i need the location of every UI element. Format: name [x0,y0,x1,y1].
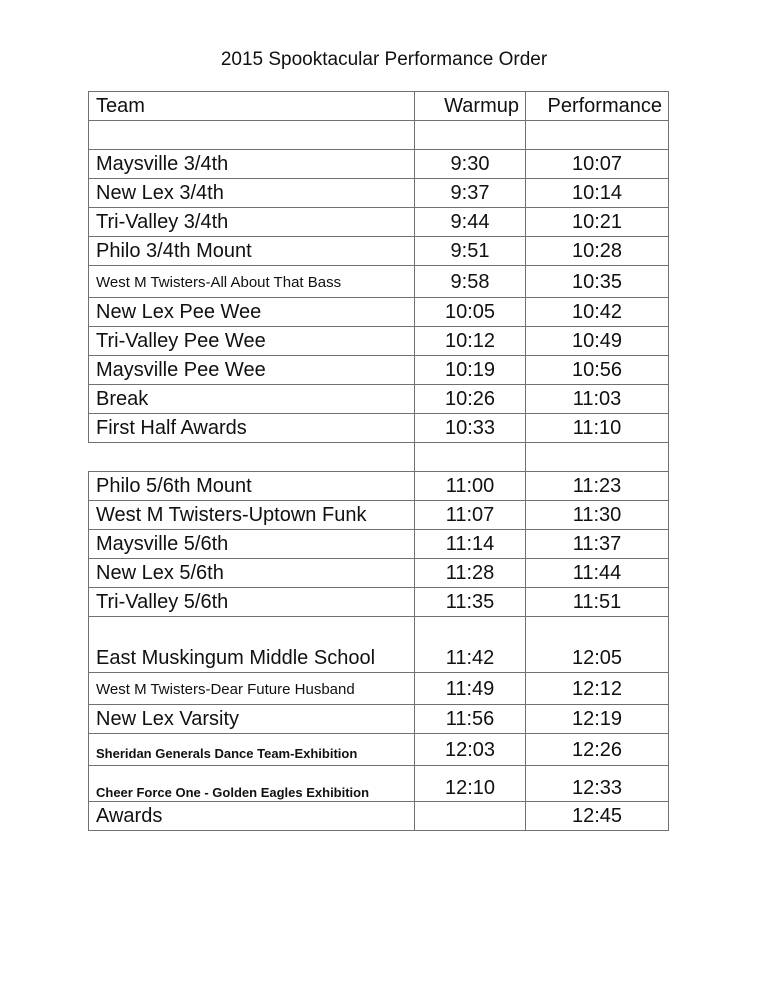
performance-cell: 11:44 [526,559,669,588]
column-header-team: Team [89,92,415,121]
table-row [89,734,669,766]
warmup-cell: 9:44 [415,208,526,237]
performance-cell: 10:28 [526,237,669,266]
warmup-cell: 11:56 [415,705,526,734]
table-row [89,266,669,298]
warmup-cell: 12:10 [415,766,526,802]
table-row [89,530,669,559]
performance-cell: 10:14 [526,179,669,208]
performance-cell [526,121,669,150]
table-row [89,617,669,673]
warmup-cell [415,443,526,472]
team-cell: New Lex Varsity [89,705,415,734]
team-cell [89,121,415,150]
team-cell [89,443,415,472]
team-cell: East Muskingum Middle School [89,617,415,673]
table-row [89,356,669,385]
performance-cell: 11:03 [526,385,669,414]
table-row [89,327,669,356]
team-cell: Break [89,385,415,414]
team-cell: Maysville 3/4th [89,150,415,179]
performance-cell: 11:51 [526,588,669,617]
warmup-cell: 9:51 [415,237,526,266]
team-cell: Maysville Pee Wee [89,356,415,385]
warmup-cell: 11:35 [415,588,526,617]
warmup-cell: 10:26 [415,385,526,414]
performance-cell: 12:12 [526,673,669,705]
performance-cell: 12:33 [526,766,669,802]
warmup-cell: 9:58 [415,266,526,298]
table-row [89,150,669,179]
column-header-warmup: Warmup [415,92,526,121]
team-cell: New Lex Pee Wee [89,298,415,327]
table-row [89,208,669,237]
performance-order-table [88,91,669,831]
team-cell: Tri-Valley Pee Wee [89,327,415,356]
warmup-cell: 12:03 [415,734,526,766]
performance-cell: 11:30 [526,501,669,530]
performance-cell: 10:42 [526,298,669,327]
team-cell: New Lex 5/6th [89,559,415,588]
warmup-cell: 11:28 [415,559,526,588]
team-cell: Maysville 5/6th [89,530,415,559]
performance-cell: 10:07 [526,150,669,179]
team-cell: Philo 5/6th Mount [89,472,415,501]
table-row [89,705,669,734]
performance-cell: 10:35 [526,266,669,298]
performance-cell: 11:23 [526,472,669,501]
table-row [89,237,669,266]
warmup-cell: 9:37 [415,179,526,208]
performance-cell: 12:19 [526,705,669,734]
warmup-cell: 9:30 [415,150,526,179]
performance-cell [526,443,669,472]
team-cell: Tri-Valley 3/4th [89,208,415,237]
table-row [89,559,669,588]
performance-cell: 11:10 [526,414,669,443]
warmup-cell: 10:05 [415,298,526,327]
table-header-row [89,92,669,121]
team-cell: New Lex 3/4th [89,179,415,208]
performance-cell: 10:21 [526,208,669,237]
team-cell: First Half Awards [89,414,415,443]
table-row [89,179,669,208]
team-cell: West M Twisters-Uptown Funk [89,501,415,530]
table-row [89,673,669,705]
warmup-cell: 11:00 [415,472,526,501]
warmup-cell: 11:42 [415,617,526,673]
table-row [89,385,669,414]
warmup-cell: 11:07 [415,501,526,530]
performance-cell: 11:37 [526,530,669,559]
warmup-cell: 10:19 [415,356,526,385]
table-row [89,414,669,443]
team-cell: West M Twisters-All About That Bass [89,266,415,298]
team-cell: Philo 3/4th Mount [89,237,415,266]
table-row [89,472,669,501]
team-cell: Cheer Force One - Golden Eagles Exhibition [89,766,415,802]
warmup-cell [415,121,526,150]
team-cell: Tri-Valley 5/6th [89,588,415,617]
table-row [89,501,669,530]
team-cell: Sheridan Generals Dance Team-Exhibition [89,734,415,766]
warmup-cell: 10:12 [415,327,526,356]
warmup-cell: 10:33 [415,414,526,443]
table-row [89,766,669,802]
performance-cell: 10:49 [526,327,669,356]
document-title: 2015 Spooktacular Performance Order [220,49,548,70]
performance-cell: 12:26 [526,734,669,766]
performance-cell: 12:45 [526,802,669,831]
table-row-blank [89,443,669,472]
table-row [89,298,669,327]
performance-cell: 10:56 [526,356,669,385]
team-cell: West M Twisters-Dear Future Husband [89,673,415,705]
team-cell: Awards [89,802,415,831]
column-header-performance: Performance [526,92,669,121]
performance-cell: 12:05 [526,617,669,673]
warmup-cell [415,802,526,831]
table-row-blank [89,121,669,150]
warmup-cell: 11:49 [415,673,526,705]
warmup-cell: 11:14 [415,530,526,559]
table-row [89,802,669,831]
table-row [89,588,669,617]
